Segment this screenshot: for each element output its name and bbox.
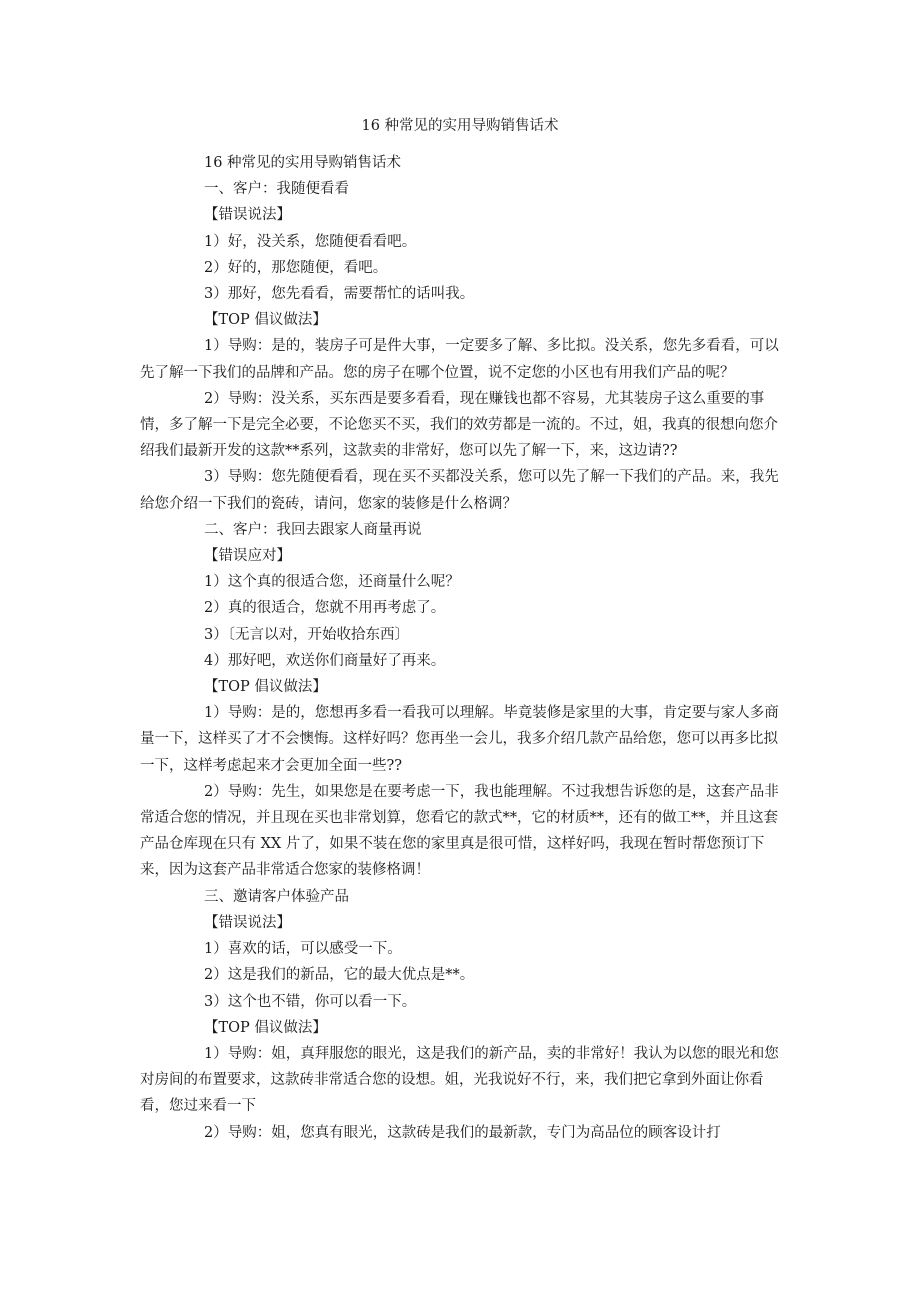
- body-paragraph: 2）导购：没关系，买东西是要多看看，现在赚钱也都不容易，尤其装房子这么重要的事情，多了解一下是完全必要，不论您买不买，我们的效劳都是一流的。不过，姐，我真的很想向您介绍我们最新开发的这款**系列，这款卖的非常好，您可以先了解一下，来，这边请??: [140, 390, 778, 460]
- list-item: 4）那好吧，欢送你们商量好了再来。: [204, 652, 446, 669]
- section-heading: 二、客户：我回去跟家人商量再说: [204, 521, 422, 538]
- section-heading: 三、邀请客户体验产品: [204, 888, 349, 905]
- body-paragraph: 1）导购：是的，您想再多看一看我可以理解。毕竟装修是家里的大事，肯定要与家人多商量一下，这样买了才不会懊悔。这样好吗？您再坐一会儿，我多介绍几款产品给您，您可以再多比拟一下，这样考虑起来才会更加全面一些??: [140, 705, 779, 774]
- body-paragraph: 3）导购：您先随便看看，现在买不买都没关系，您可以先了解一下我们的产品。来，我先给您介绍一下我们的瓷砖，请问，您家的装修是什么格调？: [140, 469, 779, 512]
- list-item: 2）这是我们的新品，它的最大优点是**。: [204, 967, 475, 984]
- subheading-wrong: 【错误说法】: [204, 914, 291, 931]
- subheading-wrong: 【错误说法】: [204, 207, 291, 224]
- list-item: 3）〔无言以对，开始收拾东西〕: [204, 626, 409, 643]
- body-paragraph: 1）导购：姐，真拜服您的眼光，这是我们的新产品，卖的非常好！我认为以您的眼光和您对房间的布置要求，这款砖非常适合您的设想。姐，光我说好不行，来，我们把它拿到外面让你看看，您过来看一下: [140, 1045, 779, 1115]
- doc-subtitle: 16 种常见的实用导购销售话术: [204, 155, 402, 171]
- subheading-top: 【TOP 倡议做法】: [204, 312, 327, 329]
- list-item: 3）这个也不错，你可以看一下。: [204, 993, 417, 1010]
- body-paragraph: 2）导购：姐，您真有眼光，这款砖是我们的最新款，专门为高品位的顾客设计打: [204, 1124, 721, 1141]
- list-item: 3）那好，您先看看，需要帮忙的话叫我。: [204, 286, 475, 303]
- subheading-top: 【TOP 倡议做法】: [204, 679, 327, 696]
- list-item: 2）真的很适合，您就不用再考虑了。: [204, 600, 446, 617]
- body-paragraph: 2）导购：先生，如果您是在要考虑一下，我也能理解。不过我想告诉您的是，这套产品非常适合您的情况，并且现在买也非常划算，您看它的款式**，它的材质**，还有的做工**，并且这套产品仓库现在只有 XX 片了，如果不装在您的家里真是很可惜，这样好吗，我现在暂时帮您预订下来，因为这套产品非常适合您家的装修格调！: [140, 783, 779, 879]
- subheading-wrong: 【错误应对】: [204, 548, 291, 565]
- document-body: [140, 150, 785, 1146]
- document-title: 16 种常见的实用导购销售话术: [361, 118, 559, 134]
- subheading-top: 【TOP 倡议做法】: [204, 1019, 327, 1036]
- list-item: 1）这个真的很适合您，还商量什么呢？: [204, 574, 460, 591]
- list-item: 1）喜欢的话，可以感受一下。: [204, 941, 402, 958]
- section-heading: 一、客户：我随便看看: [204, 181, 349, 198]
- list-item: 1）好，没关系，您随便看看吧。: [204, 233, 417, 250]
- list-item: 2）好的，那您随便，看吧。: [204, 259, 388, 276]
- body-paragraph: 1）导购：是的，装房子可是件大事，一定要多了解、多比拟。没关系，您先多看看，可以先了解一下我们的品牌和产品。您的房子在哪个位置，说不定您的小区也有用我们产品的呢？: [140, 338, 779, 381]
